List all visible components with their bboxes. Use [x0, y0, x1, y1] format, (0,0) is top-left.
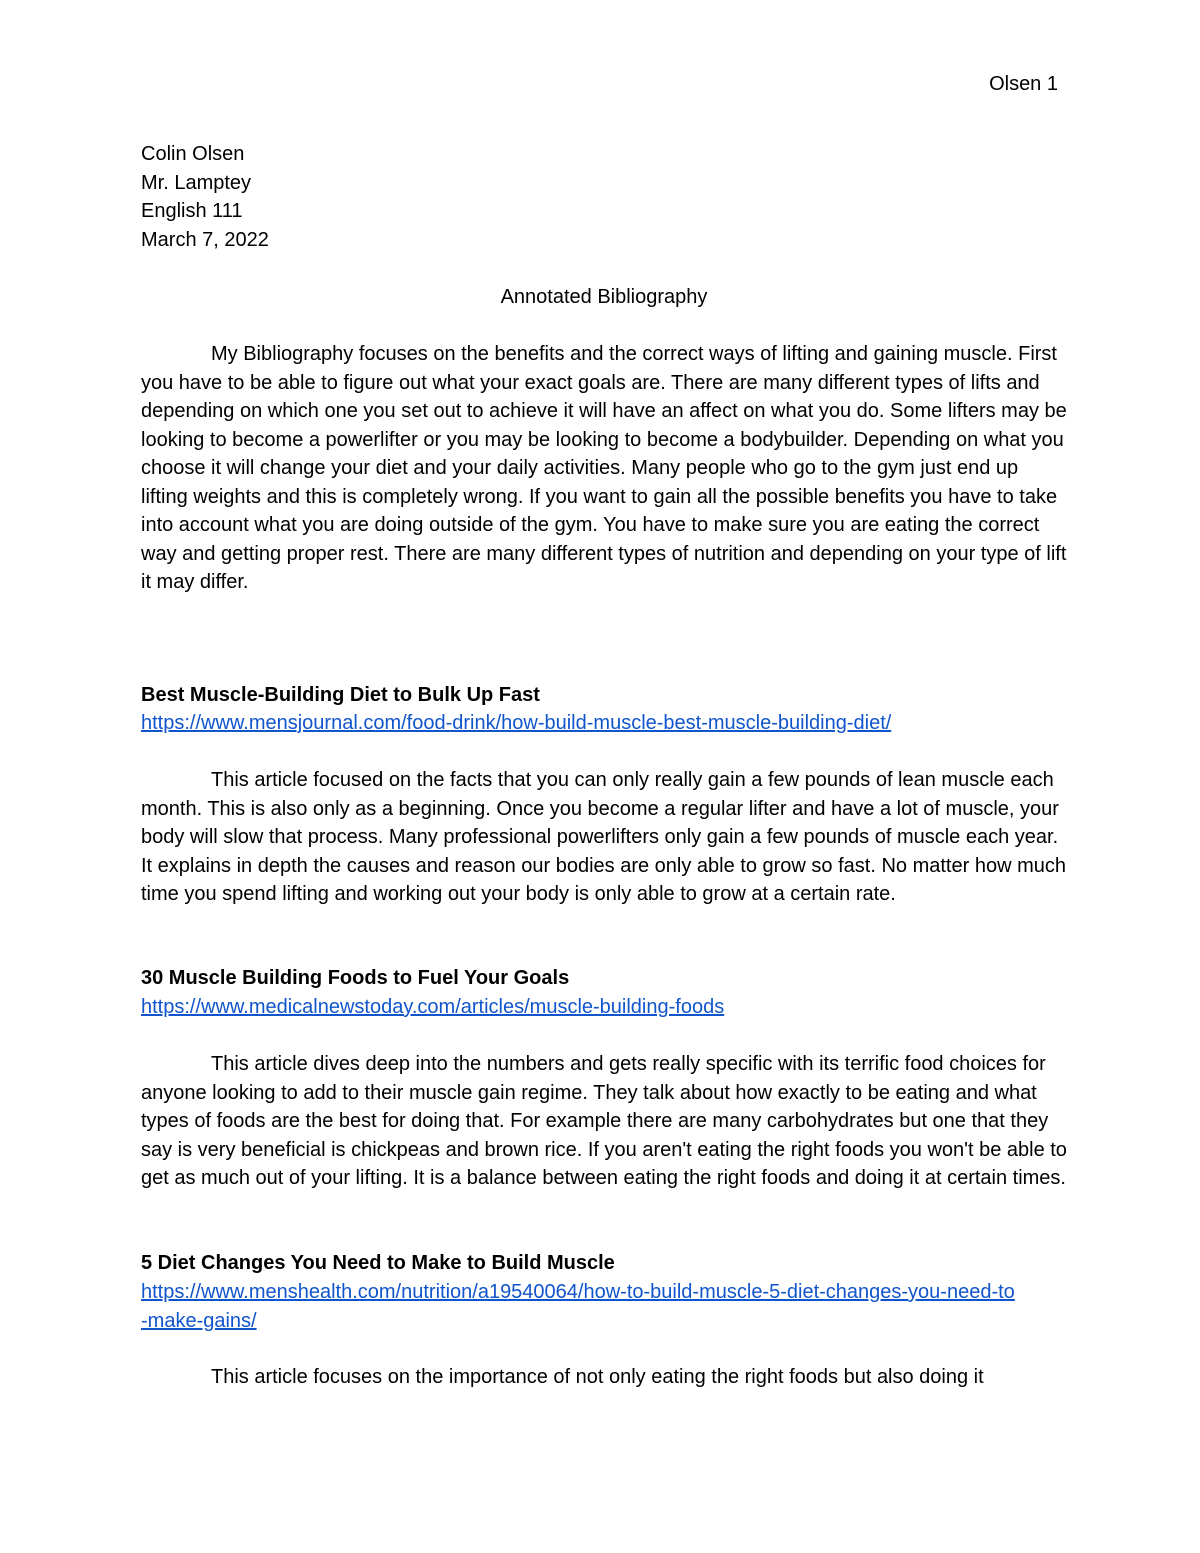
entry-annotation: This article focuses on the importance of not only eating the right foods but also doing it [211, 1366, 984, 1388]
entry-title: 5 Diet Changes You Need to Make to Build Muscle [141, 1252, 615, 1274]
entry-url-link[interactable]: https://www.mensjournal.com/food-drink/how-build-muscle-best-muscle-building-diet/ [141, 712, 892, 734]
entry-annotation: This article dives deep into the numbers and gets really specific with its terrific food choices for anyone looking to add to their muscle gain regime. They talk about how exactly to be eating and what types of foods are the best for doing that. For example there are many carbohydrates but one that they say is very beneficial is chickpeas and brown rice. If you aren't eating the right foods you won't be able to get as much out of your lifting. It is a balance between eating the right foods and doing it at certain times. [141, 1053, 1067, 1189]
page-header-label: Olsen 1 [989, 73, 1058, 95]
instructor-name: Mr. Lamptey [141, 171, 252, 194]
entry-annotation: This article focused on the facts that you can only really gain a few pounds of lean muscle each month. This is also only as a beginning. Once you become a regular lifter and have a lot of muscle, your body will slow that process. Many professional powerlifters only gain a few pounds of muscle each year. It explains in depth the causes and reason our bodies are only able to grow so fast. No matter how much time you spend lifting and working out your body is only able to grow at a certain rate. [141, 769, 1066, 905]
intro-paragraph: My Bibliography focuses on the benefits and the correct ways of lifting and gaining muscle. First you have to be able to figure out what your exact goals are. There are many different types of lifts and depending on which one you set out to achieve it will have an affect on what you do. Some lifters may be looking to become a powerlifter or you may be looking to become a bodybuilder. Depending on what you choose it will change your diet and your daily activities. Many people who go to the gym just end up lifting weights and this is completely wrong. If you want to gain all the possible benefits you have to take into account what you are doing outside of the gym. You have to make sure you are eating the correct way and getting proper rest. There are many different types of nutrition and depending on your type of lift it may differ. [141, 343, 1067, 593]
document-title: Annotated Bibliography [500, 286, 708, 308]
student-name: Colin Olsen [141, 143, 245, 165]
mla-heading [141, 140, 269, 254]
entry-title: 30 Muscle Building Foods to Fuel Your Goals [141, 967, 570, 989]
entry-url-link[interactable]: https://www.menshealth.com/nutrition/a19540064/how-to-build-muscle-5-diet-changes-you-need-to-make-gains/ [141, 1281, 1015, 1332]
entry-url-link[interactable]: https://www.medicalnewstoday.com/articles/muscle-building-foods [141, 996, 725, 1018]
course-name: English 111 [141, 200, 243, 222]
entry-title: Best Muscle-Building Diet to Bulk Up Fast [141, 684, 540, 706]
document-date: March 7, 2022 [141, 228, 269, 251]
